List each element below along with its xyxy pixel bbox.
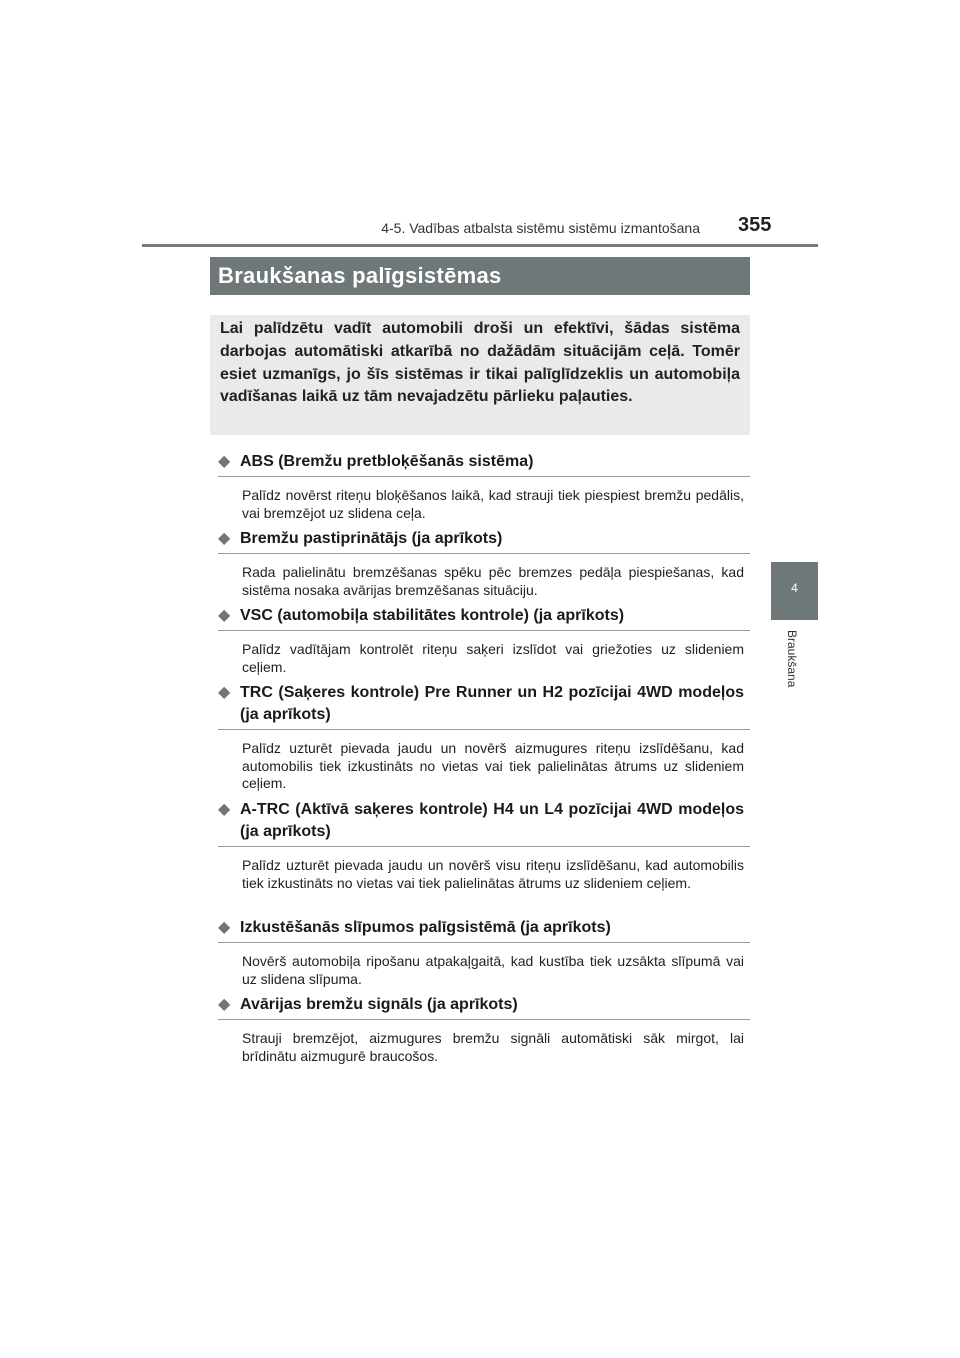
diamond-bullet-icon: ◆ — [218, 607, 231, 624]
item-heading-text: Izkustēšanās slīpumos palīgsistēmā (ja aprīkots) — [240, 919, 611, 936]
list-item — [218, 917, 750, 988]
list-item — [218, 994, 750, 1065]
list-item — [218, 682, 750, 793]
item-heading-text: ABS (Bremžu pretbloķēšanās sistēma) — [240, 453, 534, 470]
intro-box — [210, 315, 750, 435]
intro-text: Lai palīdzētu vadīt automobili droši un efektīvi, šādas sistēma darbojas automātiski atkarībā no dažādām situācijām ceļā. Tomēr esiet uzmanīgs, jo šīs sistēmas ir tikai palīglīdzeklis un automobiļa vadīšanas laikā uz tām nevajadzētu pārlieku paļauties. — [220, 320, 740, 406]
diamond-bullet-icon: ◆ — [218, 453, 231, 470]
list-item — [218, 451, 750, 522]
item-body: Novērš automobiļa ripošanu atpakaļgaitā, kad kustība tiek uzsākta slīpumā vai uz slidena slīpuma. — [242, 953, 744, 987]
diamond-bullet-icon: ◆ — [218, 530, 231, 547]
item-body: Palīdz vadītājam kontrolēt riteņu saķeri izslīdot vai griežoties uz slideniem ceļiem. — [242, 641, 744, 675]
item-heading — [218, 994, 750, 1020]
diamond-bullet-icon: ◆ — [218, 801, 231, 818]
diamond-bullet-icon: ◆ — [218, 919, 231, 936]
item-heading — [218, 605, 750, 631]
page-number: 355 — [738, 214, 772, 236]
item-heading — [218, 917, 750, 943]
item-heading-text: TRC (Saķeres kontrole) Pre Runner un H2 pozīcijai 4WD modeļos (ja aprīkots) — [240, 684, 744, 723]
item-heading-text: VSC (automobiļa stabilitātes kontrole) (ja aprīkots) — [240, 607, 625, 624]
item-body: Palīdz uzturēt pievada jaudu un novērš aizmugures riteņu izslīdēšanu, kad automobilis tiek izkustināts no vietas vai tiek palielinātas ātrums uz slideniem ceļiem. — [242, 740, 744, 791]
item-heading — [218, 799, 750, 847]
item-body: Palīdz novērst riteņu bloķēšanos laikā, kad strauji tiek piespiest bremžu pedālis, vai bremzējot uz slidena ceļa. — [242, 487, 744, 521]
item-heading-text: Avārijas bremžu signāls (ja aprīkots) — [240, 996, 518, 1013]
list-item — [218, 799, 750, 892]
section-header: 4-5. Vadības atbalsta sistēmu sistēmu izmantošana — [381, 220, 700, 236]
chapter-label: Braukšana — [785, 630, 799, 688]
diamond-bullet-icon: ◆ — [218, 996, 231, 1013]
list-item — [218, 605, 750, 676]
diamond-bullet-icon: ◆ — [218, 684, 231, 701]
item-body: Rada palielinātu bremzēšanas spēku pēc bremzes pedāļa piespiešanas, kad sistēma nosaka avārijas bremzēšanas situāciju. — [242, 564, 744, 598]
list-item — [218, 528, 750, 599]
item-body: Strauji bremzējot, aizmugures bremžu signāli automātiski sāk mirgot, lai brīdinātu aizmugurē braucošos. — [242, 1030, 744, 1064]
chapter-tab: 4 — [771, 562, 818, 620]
item-heading-text: Bremžu pastiprinātājs (ja aprīkots) — [240, 530, 503, 547]
page-title: Braukšanas palīgsistēmas — [210, 257, 750, 295]
item-heading — [218, 451, 750, 477]
item-heading-text: A-TRC (Aktīvā saķeres kontrole) H4 un L4 pozīcijai 4WD modeļos (ja aprīkots) — [240, 801, 744, 840]
item-heading — [218, 682, 750, 730]
item-heading — [218, 528, 750, 554]
header-rule — [142, 244, 818, 247]
item-body: Palīdz uzturēt pievada jaudu un novērš visu riteņu izslīdēšanu, kad automobilis tiek izkustināts no vietas vai tiek palielinātas ātrums uz slideniem ceļiem. — [242, 857, 744, 891]
